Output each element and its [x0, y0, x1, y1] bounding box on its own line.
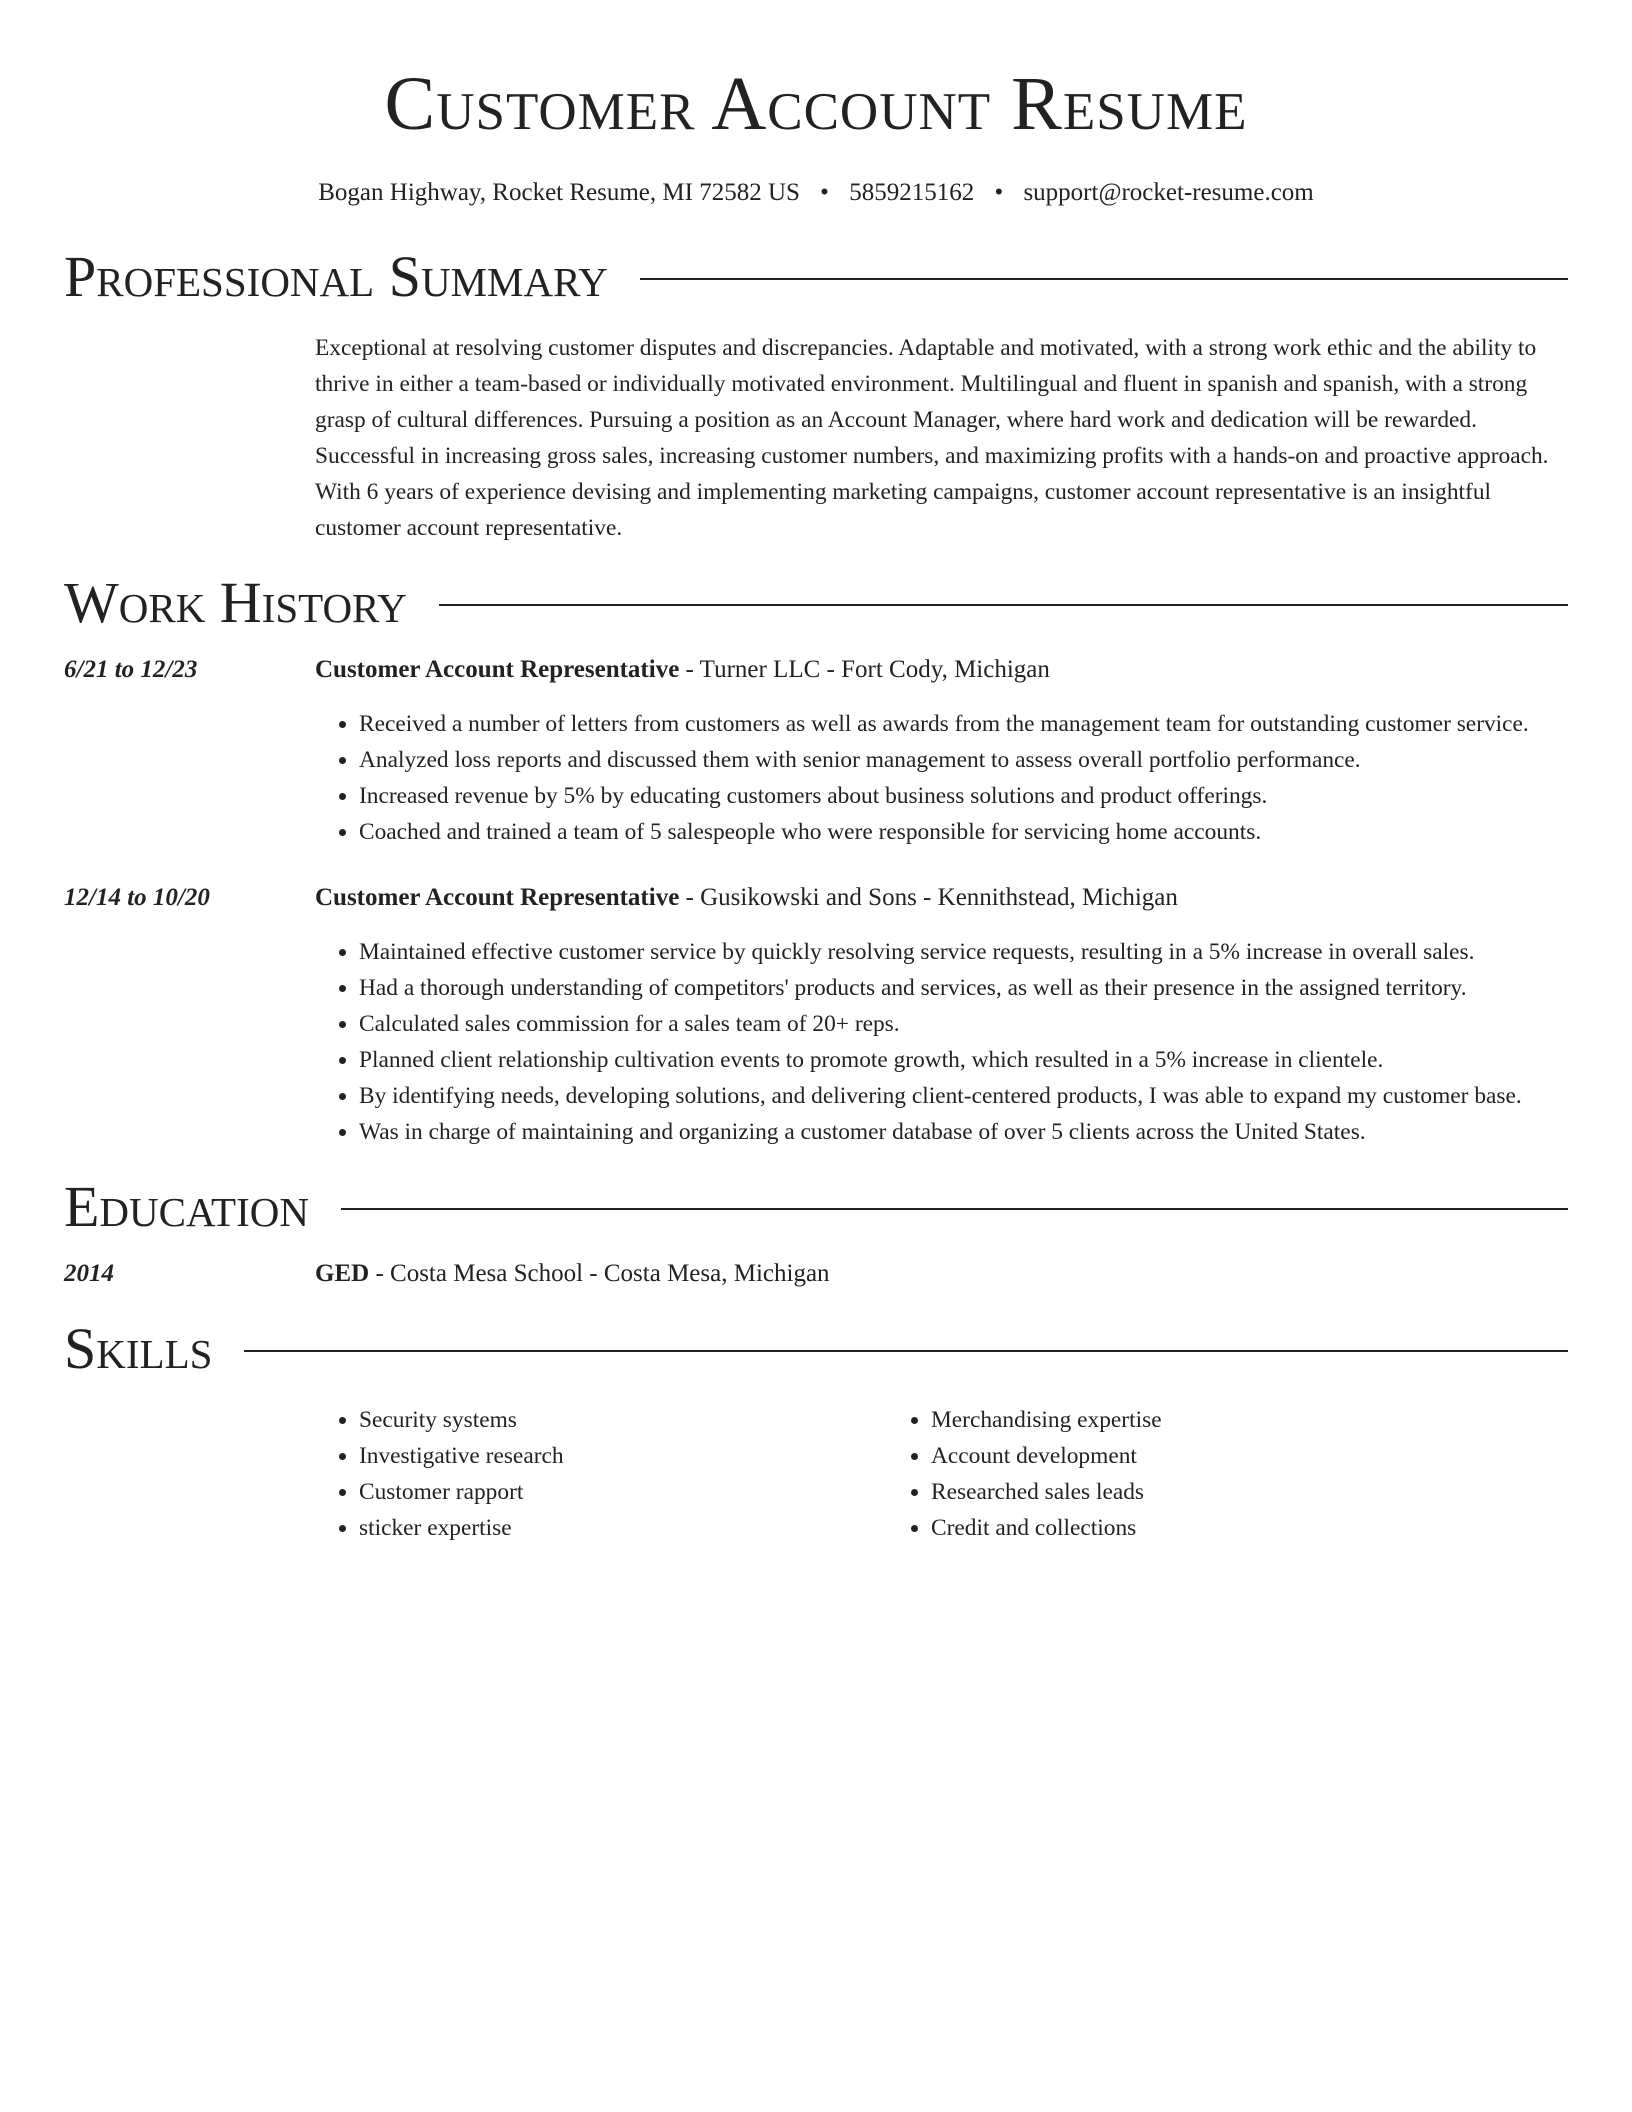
skills-list	[64, 1402, 1568, 1546]
job-entry	[64, 880, 1568, 1150]
skill-item: • Credit and collections	[931, 1510, 1459, 1546]
skill-item: • Researched sales leads	[931, 1474, 1459, 1510]
list-item: • Coached and trained a team of 5 salespeople who were responsible for servicing home accounts.	[359, 814, 1568, 850]
job-entry	[64, 652, 1568, 850]
section-divider	[341, 1208, 1568, 1210]
list-item: • By identifying needs, developing solutions, and delivering client-centered products, I was able to expand my customer base.	[359, 1078, 1568, 1114]
section-divider	[640, 278, 1568, 280]
summary-heading: Professional Summary	[64, 244, 608, 309]
job-content	[315, 652, 1568, 850]
list-item: • Received a number of letters from customers as well as awards from the management team for outstanding customer service.	[359, 706, 1568, 742]
list-item: • Analyzed loss reports and discussed them with senior management to assess overall portfolio performance.	[359, 742, 1568, 778]
resume-title: Customer Account Resume	[384, 62, 1248, 146]
skill-item: • sticker expertise	[359, 1510, 887, 1546]
skills-column-left	[315, 1402, 887, 1546]
section-divider	[244, 1350, 1568, 1352]
work-heading: Work History	[64, 570, 407, 635]
job-dates: 6/21 to 12/23	[64, 656, 198, 683]
summary-text: Exceptional at resolving customer disputes and discrepancies. Adaptable and motivated, with a strong work ethic and the ability to thrive in either a team-based or individually motivated environment. Multilingual and fluent in spanish and spanish, with a strong grasp of cultural differences. Pursuing a position as an Account Manager, where hard work and dedication will be rewarded. Successful in increasing gross sales, increasing customer numbers, and maximizing profits with a hands-on and proactive approach. With 6 years of experience devising and implementing marketing campaigns, customer account representative is an insightful customer account representative.	[315, 335, 1549, 541]
education-heading: Education	[64, 1174, 309, 1239]
contact-address: Bogan Highway, Rocket Resume, MI 72582 US	[318, 179, 800, 206]
education-section-header	[64, 1172, 1568, 1242]
skills-column-right	[887, 1402, 1459, 1546]
skill-item: • Investigative research	[359, 1438, 887, 1474]
job-title: Customer Account Representative	[315, 884, 680, 911]
skills-section-header	[64, 1314, 1568, 1384]
job-employer: - Gusikowski and Sons - Kennithstead, Michigan	[679, 884, 1178, 911]
contact-separator: •	[820, 179, 829, 206]
education-degree: GED	[315, 1260, 370, 1287]
list-item: • Maintained effective customer service by quickly resolving service requests, resulting in a 5% increase in overall sales.	[359, 934, 1568, 970]
list-item: • Was in charge of maintaining and organizing a customer database of over 5 clients across the United States.	[359, 1114, 1568, 1150]
list-item: • Calculated sales commission for a sales team of 20+ reps.	[359, 1006, 1568, 1042]
skills-heading: Skills	[64, 1316, 213, 1381]
job-content	[315, 880, 1568, 1150]
job-employer: - Turner LLC - Fort Cody, Michigan	[679, 656, 1050, 683]
contact-email: support@rocket-resume.com	[1023, 179, 1314, 206]
job-bullets	[315, 934, 1568, 1150]
education-school: - Costa Mesa School - Costa Mesa, Michigan	[369, 1260, 830, 1287]
list-item: • Increased revenue by 5% by educating customers about business solutions and product offerings.	[359, 778, 1568, 814]
skill-item: • Account development	[931, 1438, 1459, 1474]
job-heading	[315, 652, 1568, 688]
education-entry	[64, 1256, 1568, 1292]
work-section-header	[64, 568, 1568, 638]
job-dates: 12/14 to 10/20	[64, 884, 210, 911]
job-heading	[315, 880, 1568, 916]
list-item: • Planned client relationship cultivation events to promote growth, which resulted in a 5% increase in clientele.	[359, 1042, 1568, 1078]
job-bullets	[315, 706, 1568, 850]
section-divider	[439, 604, 1568, 606]
contact-phone: 5859215162	[849, 179, 975, 206]
skill-item: • Merchandising expertise	[931, 1402, 1459, 1438]
contact-line	[64, 178, 1568, 208]
contact-separator: •	[994, 179, 1004, 206]
list-item: • Had a thorough understanding of competitors' products and services, as well as their presence in the assigned territory.	[359, 970, 1568, 1006]
job-title: Customer Account Representative	[315, 656, 680, 683]
skill-item: • Customer rapport	[359, 1474, 887, 1510]
education-content	[315, 1256, 1568, 1292]
summary-section-header	[64, 242, 1568, 312]
skill-item: • Security systems	[359, 1402, 887, 1438]
education-year: 2014	[64, 1260, 114, 1287]
education-line	[315, 1256, 1568, 1292]
